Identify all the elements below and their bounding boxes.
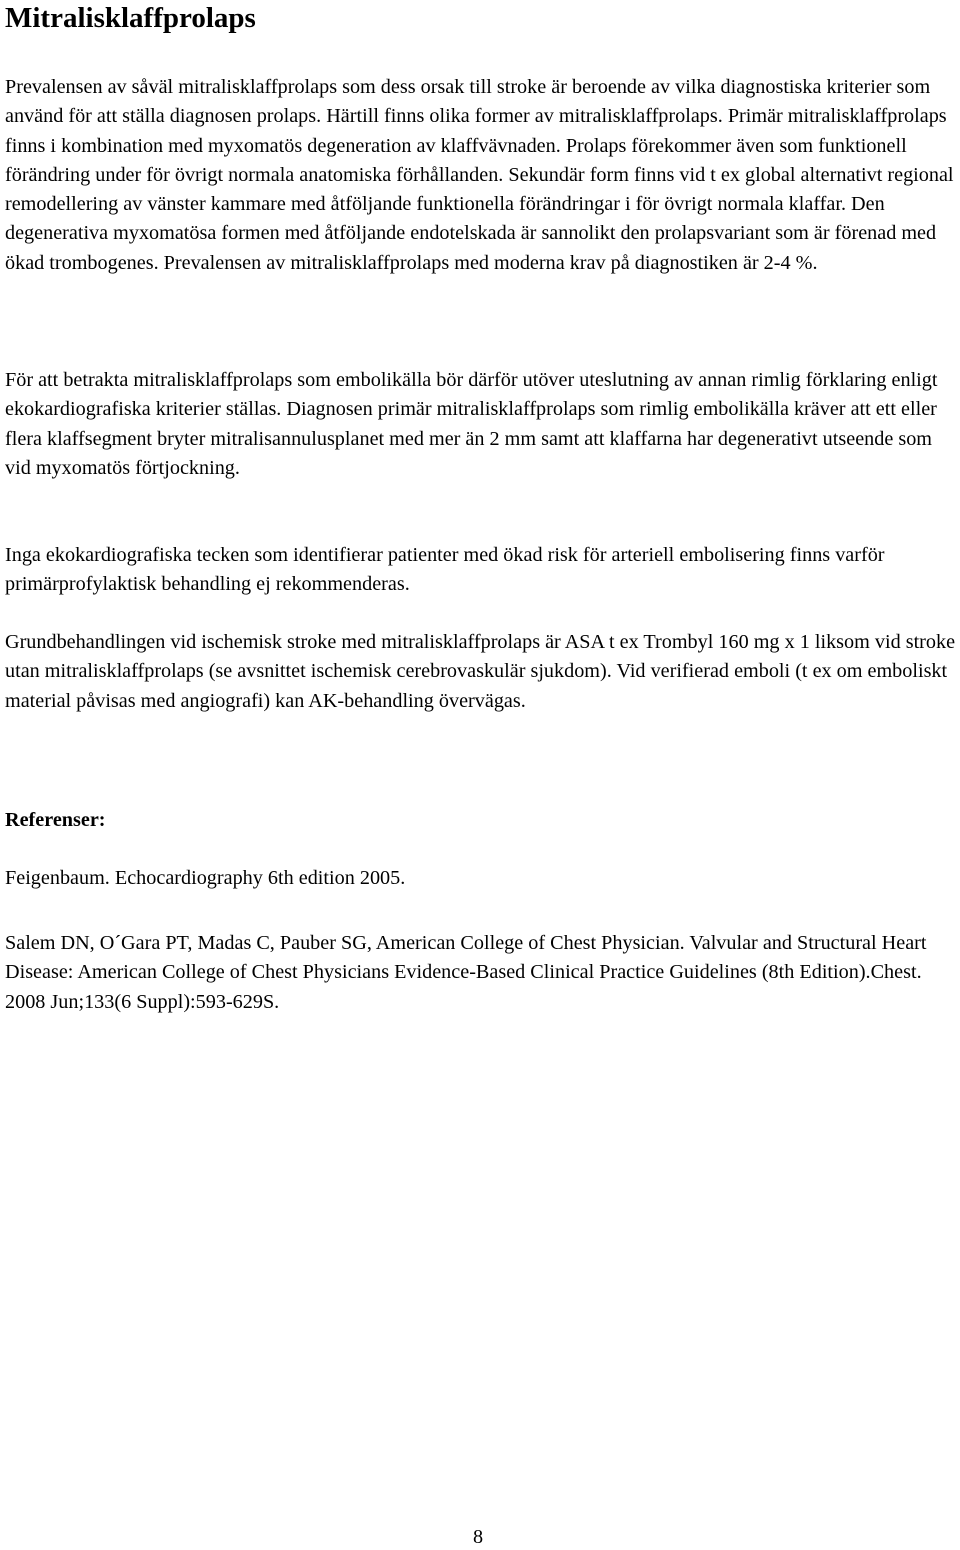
document-page: [5, 0, 960, 1013]
paragraph-embolic-source: För att betrakta mitralisklaffprolaps som embolikälla bör därför utöver uteslutning av annan rimlig förklaring enligt ekokardiografiska kriterier ställas. Diagnosen primär mitralisklaffprolaps som rimlig embolikälla kräver att ett eller flera klaffsegment bryter mitralisannulusplanet med mer än 2 mm samt att klaffarna har degenerativt utseende som vid myxomatös förtjockning.: [5, 369, 938, 479]
page-title: Mitralisklaffprolaps: [5, 2, 256, 34]
reference-item: Feigenbaum. Echocardiography 6th edition 2005.: [5, 867, 406, 889]
reference-item: Salem DN, O´Gara PT, Madas C, Pauber SG, American College of Chest Physician. Valvular and Structural Heart Disease: American College of Chest Physicians Evidence-Based Clinical Practice Guidelines (8th Edition).Chest. 2008 Jun;133(6 Suppl):593-629S.: [5, 932, 927, 1013]
references-heading: Referenser:: [5, 809, 106, 831]
paragraph-prevalence: Prevalensen av såväl mitralisklaffprolaps som dess orsak till stroke är beroende av vilka diagnostiska kriterier som använd för att ställa diagnosen prolaps. Härtill finns olika former av mitralisklaffprolaps. Primär mitralisklaffprolaps finns i kombination med myxomatös degeneration av klaffvävnaden. Prolaps förekommer även som funktionell förändring under för övrigt normala anatomiska förhållanden. Sekundär form finns vid t ex global alternativt regional remodellering av vänster kammare med åtföljande funktionella förändringar i för övrigt normala klaffar. Den degenerativa myxomatösa formen med åtföljande endotelskada är sannolikt den prolapsvariant som är förenad med ökad trombogenes. Prevalensen av mitralisklaffprolaps med moderna krav på diagnostiken är 2-4 %.: [5, 76, 954, 274]
page-number: 8: [473, 1526, 484, 1548]
paragraph-treatment: Grundbehandlingen vid ischemisk stroke med mitralisklaffprolaps är ASA t ex Trombyl 160 mg x 1 liksom vid stroke utan mitralisklaffprolaps (se avsnittet ischemisk cerebrovaskulär sjukdom). Vid verifierad emboli (t ex om emboliskt material påvisas med angiografi) kan AK-behandling övervägas.: [5, 631, 956, 712]
paragraph-prophylaxis: Inga ekokardiografiska tecken som identifierar patienter med ökad risk för arteriell embolisering finns varför primärprofylaktisk behandling ej rekommenderas.: [5, 544, 885, 596]
